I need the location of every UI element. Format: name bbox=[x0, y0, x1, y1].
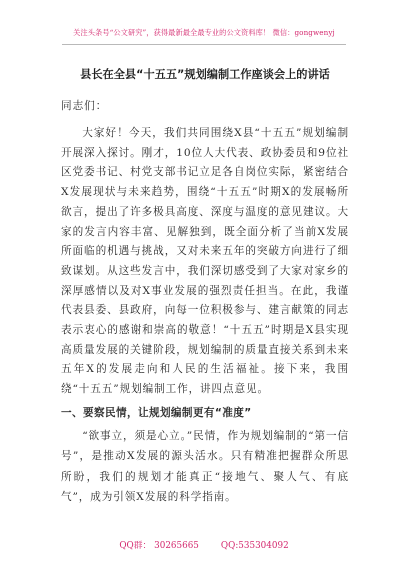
paragraph-section-1: “欲事立，须是心立。”民情，作为规划编制的“第一信号”，是推动X发展的源头活水。只有精准把握群众所思所盼，我们的规划才能真正“接地气、聚人气、有底气”，成为引领X发展的科学指南。 bbox=[61, 429, 349, 504]
footer-qq-group: QQ群： 30265665 bbox=[119, 541, 199, 551]
section-heading-1: 一、要察民情，让规划编制更有“准度” bbox=[61, 406, 252, 419]
footer-contact bbox=[0, 538, 408, 551]
header-banner: 关注头条号“公文研究”，获得最新最全最专业的公文资料库！ 微信：gongwenyj bbox=[73, 28, 335, 37]
document-title: 县长在全县“十五五”规划编制工作座谈会上的讲话 bbox=[80, 68, 330, 81]
salutation: 同志们： bbox=[61, 100, 108, 112]
paragraph-intro: 大家好！今天，我们共同围绕X县“十五五”规划编制开展深入探讨。刚才，10位人大代表、政协委员和9位社区党委书记、村党支部书记立足各自岗位实际，紧密结合X发展现状与未来趋势，围绕“十五五”时期X的发展畅所欲言，提出了许多极具高度、深度与温度的意见建议。大家的发言内容丰富、见解独到，既全面分析了当前X发展所面临的机遇与挑战，又对未来五年的突破方向进行了细致谋划。从这些发言中，我们深切感受到了大家对家乡的深厚感情以及对X事业发展的强烈责任担当。在此，我谨代表县委、县政府，向每一位积极参与、建言献策的同志表示衷心的感谢和崇高的敬意！“十五五”时期是X县实现高质量发展的关键阶段，规划编制的质量直接关系到未来五年X的发展走向和人民的生活福祉。接下来，我围绕“十五五”规划编制工作，讲四点意见。 bbox=[61, 127, 349, 396]
footer-qq-number: QQ:535304092 bbox=[220, 541, 289, 551]
document-body bbox=[61, 66, 349, 508]
header-divider bbox=[62, 44, 346, 45]
